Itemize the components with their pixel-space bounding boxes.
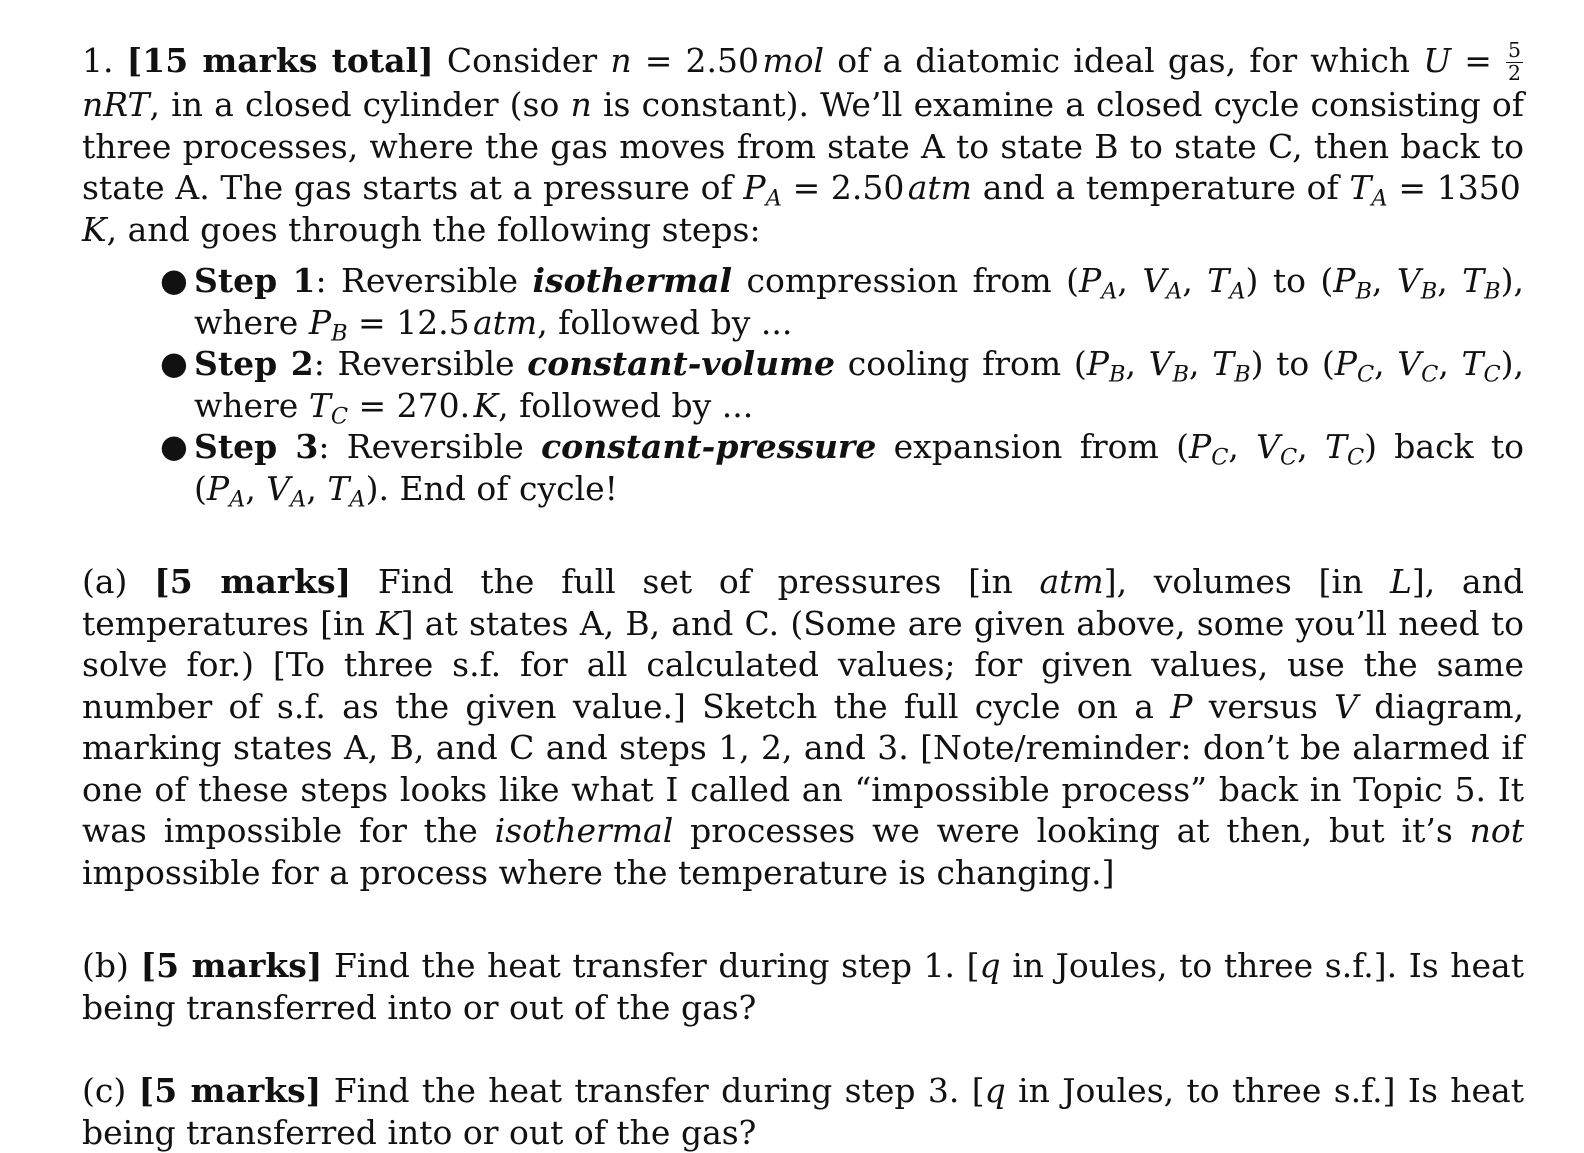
fraction-five-halves: $\frac{5}{2}$ [1508, 38, 1522, 85]
bullet-icon: ● [160, 427, 188, 466]
list-item: ● Step 1: Reversible isothermal compression from ($P_A$, $V_A$, $T_A$) to ($P_B$, $V_B$, $T_B$), where $P_B = 12.5$ atm, followed by ... [160, 261, 1524, 347]
part-b: (b) [5 marks] Find the heat transfer during step 1. [q in Joules, to three s.f.]. Is heat being transferred into or out of the gas? [82, 946, 1524, 1027]
problem-number: 1. [82, 41, 114, 80]
problem-marks: [15 marks total] [126, 41, 434, 80]
list-item: ● Step 3: Reversible constant-pressure expansion from ($P_C$, $V_C$, $T_C$) back to ($P_A$, $V_A$, $T_A$). End of cycle! [160, 427, 1524, 513]
step-list [82, 260, 1525, 513]
bullet-icon: ● [160, 261, 188, 300]
list-item: ● Step 2: Reversible constant-volume cooling from ($P_B$, $V_B$, $T_B$) to ($P_C$, $V_C$, $T_C$), where $T_C = 270$. K, followed by ... [160, 344, 1525, 430]
problem-intro: 1. [15 marks total] Consider n = 2.50 mol of a diatomic ideal gas, for which U = $\frac{5}{2}$ nRT, in a closed cylinder (so n is constant). We’ll examine a closed cycle consisting of three processes, where the gas moves from state A to state B to state C, then back to state A. The gas starts at a pressure of $P_A = 2.50$ atm and a temperature of $T_A = 1350$ K, and goes through the following steps: [82, 38, 1524, 249]
part-a: (a) [5 marks] Find the full set of pressures [in atm], volumes [in L], and temperatures [in K] at states A, B, and C. (Some are given above, some you’ll need to solve for.) [To three s.f. for all calculated values; for given values, use the same number of s.f. as the given value.] Sketch the full cycle on a P versus V diagram, marking states A, B, and C and steps 1, 2, and 3. [Note/reminder: don’t be alarmed if one of these steps looks like what I called an “impossible process” back in Topic 5. It was impossible for the isothermal processes we were looking at then, but it’s not impossible for a process where the temperature is changing.] [82, 562, 1524, 892]
part-c: (c) [5 marks] Find the heat transfer during step 3. [q in Joules, to three s.f.] Is heat being transferred into or out of the gas? [82, 1071, 1524, 1152]
bullet-icon: ● [160, 344, 188, 383]
